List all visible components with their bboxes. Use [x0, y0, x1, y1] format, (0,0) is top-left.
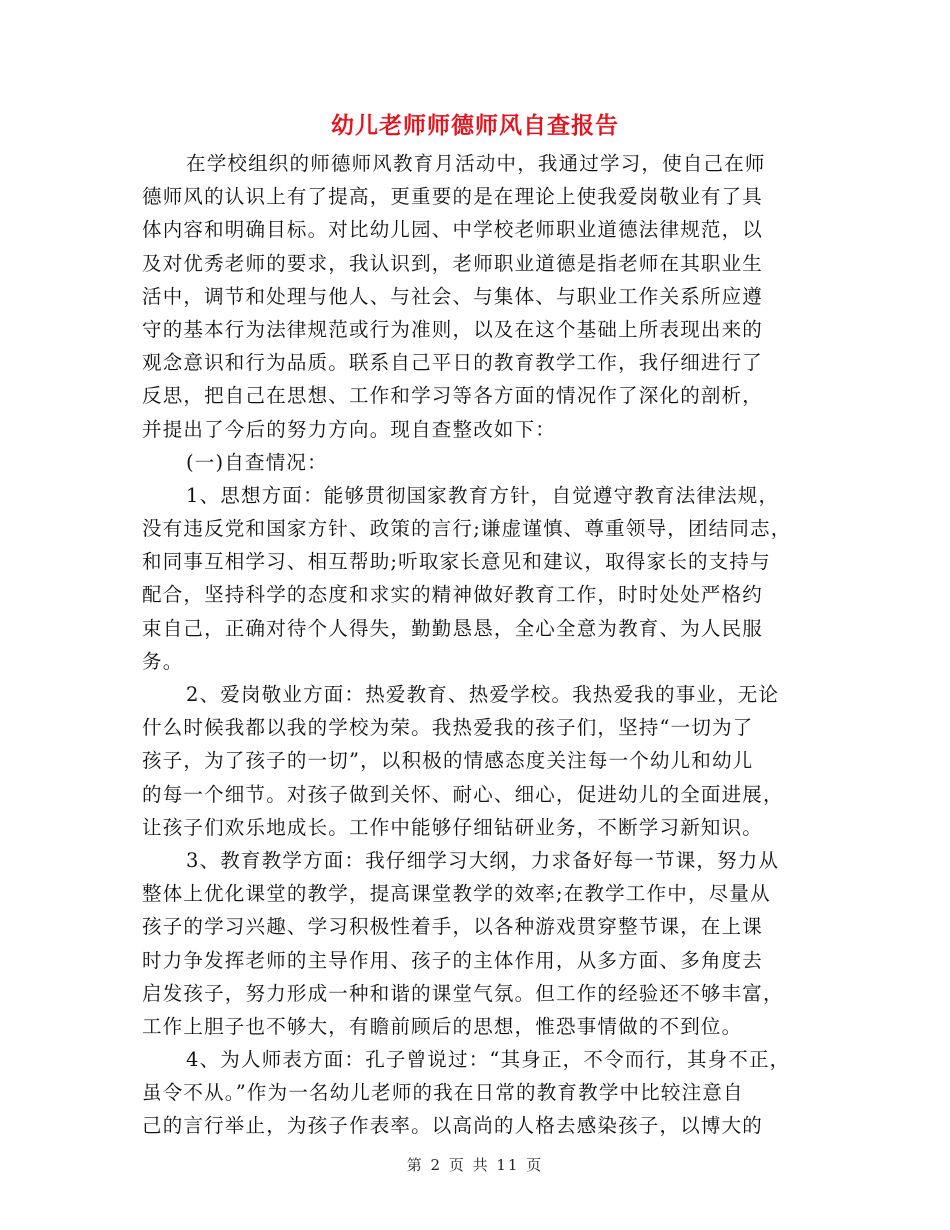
body-line: 2、爱岗敬业方面：热爱教育、热爱学校。我热爱我的事业，无论 [186, 683, 780, 706]
body-line: 什么时候我都以我的学校为荣。我热爱我的孩子们，坚持“一切为了 [142, 716, 754, 740]
body-line: 德师风的认识上有了提高，更重要的是在理论上使我爱岗敬业有了具 [142, 185, 764, 209]
body-line: 时力争发挥老师的主导作用、孩子的主体作用，从多方面、多角度去 [142, 948, 764, 972]
body-line: 启发孩子，努力形成一种和谐的课堂气氛。但工作的经验还不够丰富， [142, 981, 784, 1005]
body-line: 3、教育教学方面：我仔细学习大纲，力求备好每一节课，努力从 [186, 848, 780, 872]
body-line: 配合，坚持科学的态度和求实的精神做好教育工作，时时处处严格约 [142, 583, 764, 607]
body-line: 没有违反党和国家方针、政策的言行;谦虚谨慎、尊重领导，团结同志， [142, 517, 792, 541]
body-line: 工作上胆子也不够大，有瞻前顾后的思想，惟恐事情做的不到位。 [142, 1014, 743, 1038]
body-line: 孩子，为了孩子的一切”，以积极的情感态度关注每一个幼儿和幼儿 [142, 749, 754, 773]
body-line: 观念意识和行为品质。联系自己平日的教育教学工作，我仔细进行了 [142, 351, 764, 375]
body-line: (一)自查情况： [186, 450, 328, 474]
body-line: 守的基本行为法律规范或行为准则，以及在这个基础上所表现出来的 [142, 317, 764, 341]
body-line: 4、为人师表方面：孔子曾说过：“其身正，不令而行，其身不正， [186, 1048, 791, 1072]
page-footer [0, 1153, 950, 1177]
body-line: 己的言行举止，为孩子作表率。以高尚的人格去感染孩子，以博大的 [142, 1114, 764, 1138]
body-line: 在学校组织的师德师风教育月活动中，我通过学习，使自己在师 [186, 152, 766, 175]
body-line: 和同事互相学习、相互帮助;听取家长意见和建议，取得家长的支持与 [142, 550, 771, 574]
document-title: 幼儿老师师德师风自查报告 [331, 113, 619, 139]
body-line: 务。 [142, 649, 184, 673]
body-line: 并提出了今后的努力方向。现自查整改如下： [142, 417, 557, 441]
body-line: 虽令不从。”作为一名幼儿老师的我在日常的教育教学中比较注意自 [142, 1081, 744, 1105]
body-line: 孩子的学习兴趣、学习积极性着手，以各种游戏贯穿整节课，在上课 [142, 915, 764, 939]
page-number: 第 2 页 共 11 页 [406, 1156, 544, 1174]
body-line: 体内容和明确目标。对比幼儿园、中学校老师职业道德法律规范，以 [142, 218, 764, 242]
body-line: 及对优秀老师的要求，我认识到，老师职业道德是指老师在其职业生 [142, 251, 764, 275]
body-line: 反思，把自己在思想、工作和学习等各方面的情况作了深化的剖析， [142, 384, 764, 408]
body-line: 的每一个细节。对孩子做到关怀、耐心、细心，促进幼儿的全面进展， [142, 782, 784, 806]
body-line: 活中，调节和处理与他人、与社会、与集体、与职业工作关系所应遵 [142, 284, 764, 308]
body-line: 让孩子们欢乐地成长。工作中能够仔细钻研业务，不断学习新知识。 [142, 815, 764, 839]
body-line: 整体上优化课堂的教学，提高课堂教学的效率;在教学工作中，尽量从 [142, 882, 771, 906]
body-line: 1、思想方面：能够贯彻国家教育方针，自觉遵守教育法律法规， [186, 483, 780, 507]
body-line: 束自己，正确对待个人得失，勤勤恳恳，全心全意为教育、为人民服 [142, 616, 764, 640]
document-body [142, 147, 818, 1143]
